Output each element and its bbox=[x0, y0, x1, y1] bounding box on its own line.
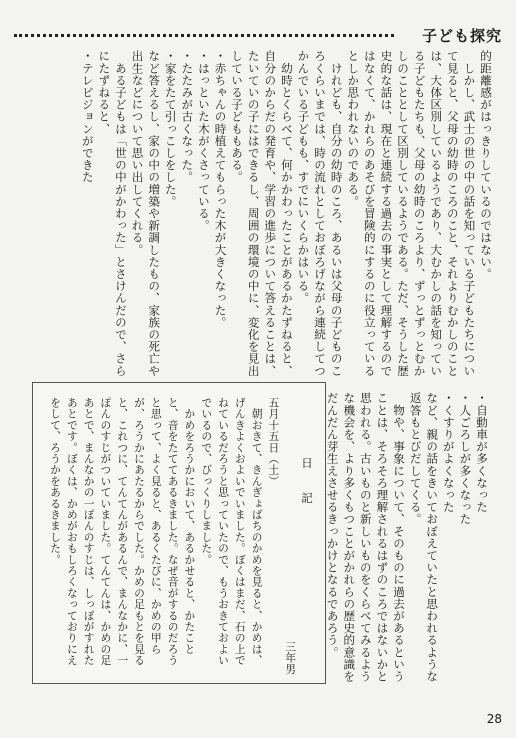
bullet-item: ・たたみが古くなった。 bbox=[180, 50, 195, 184]
bullet-item: ・テレビジョンができた bbox=[80, 50, 95, 184]
bullet-item: ・人ごろしが多くなった bbox=[458, 392, 473, 526]
bullet-item: ・くすりがよくなった bbox=[441, 392, 456, 513]
bullet-item: ・家をたて引っこしをした。 bbox=[163, 50, 178, 208]
diary-line: かめをろうかにおいて、あるかせると、かたことと、音をたててあるきました。なぜ音がするのだろうと思って、よく見ると、あるくたびに、かめの甲らが、ろうかにあたるからでした。かめの足もとを見ると、これつに、てんてんがあるんで、まんなかに、一ぽんのすじがついていました。てんてんは、かめの足あとで、まんなかの一ぽんのすじは、しっぽがすれたあとです。ぼくは、かめがおもしろくなっておりにえをして、ろうかをあるきました。 bbox=[49, 397, 197, 666]
page-number: 28 bbox=[486, 712, 502, 726]
paragraph: 物や、事象について、そのものに過去があるということは、そろそろ理解されるはずのころではないかと思われる。古いものと新しいものをくらべてみるような機会を、より多くもつことがかれらの歴史的意識をだんだん芽生えさせるきっかけとなるであろう。 bbox=[325, 392, 407, 683]
paragraph: など、親の話をきいておぼえていたと思われるような返答もとびだしてくる。 bbox=[408, 392, 440, 683]
paragraph: けれども、自分の幼時のころ、あるいは父母の子どものころくらいまでは、時の流れとしておぼろげながら連続してつかんでいる子どもも、すでにいくらかはいる。 bbox=[296, 50, 344, 377]
paragraph: など答えるし、家の中の増築や新調したもの、家族の死亡や出生などについて思い出してくれる。 bbox=[130, 50, 162, 377]
paragraph: ある子どもは「世の中がかわった」とさけんだので、さらにたずねると、 bbox=[97, 50, 128, 377]
header-dotted-rule bbox=[14, 34, 394, 37]
bullet-item: ・はっといた木がくさっている。 bbox=[196, 50, 211, 232]
running-header-title: 子ども探究 bbox=[421, 27, 502, 45]
main-text-block bbox=[36, 50, 494, 378]
diary-line: 朝おきて、きんぎょばちのかめを見ると、かめは、げんきよくおよいでいました。ぼくはまだ、石の上でねているだろうと思っていたので、もうおきておよいでいるので、びっくりしました。 bbox=[200, 397, 264, 666]
diary-author: 三年男 bbox=[284, 641, 298, 675]
diary-line: 五月十五日（土） bbox=[267, 397, 281, 487]
bullet-item: ・赤ちゃんの時植えてもらった木が大きくなった。 bbox=[213, 50, 228, 329]
diary-box bbox=[32, 382, 326, 684]
paragraph: 的距離感がはっきりしているのではない。 bbox=[479, 50, 493, 280]
diary-title: 日 記 bbox=[300, 457, 314, 510]
lower-right-text-block bbox=[325, 392, 490, 688]
bullet-item: ・自動車が多くなった bbox=[475, 392, 489, 513]
paragraph: 幼時とくらべて、何かかわったことがあるかたずねると、自分のからだの発育や、学習の進歩について答えることは、たいていの子にはできるし、周囲の環境の中に、変化を見出している子どももある。 bbox=[230, 50, 294, 377]
paragraph: しかし、武士の世の中の話を知っている子どもたちについて見ると、父母の幼時のころのこと、それよりむかしのことは、大体区別しているようであり、大むかしの話を知っている子どもたちも、父母の幼時のころより、ずっとずっとむかしのこととして区別しているようである。ただ、そうした歴史的な話は、現在と連続する過去の事実として理解するのではなくて、かれらのあそびを冒険的にするのに役立っているとしか思われないのである。 bbox=[346, 50, 477, 377]
diary-text bbox=[43, 397, 315, 675]
